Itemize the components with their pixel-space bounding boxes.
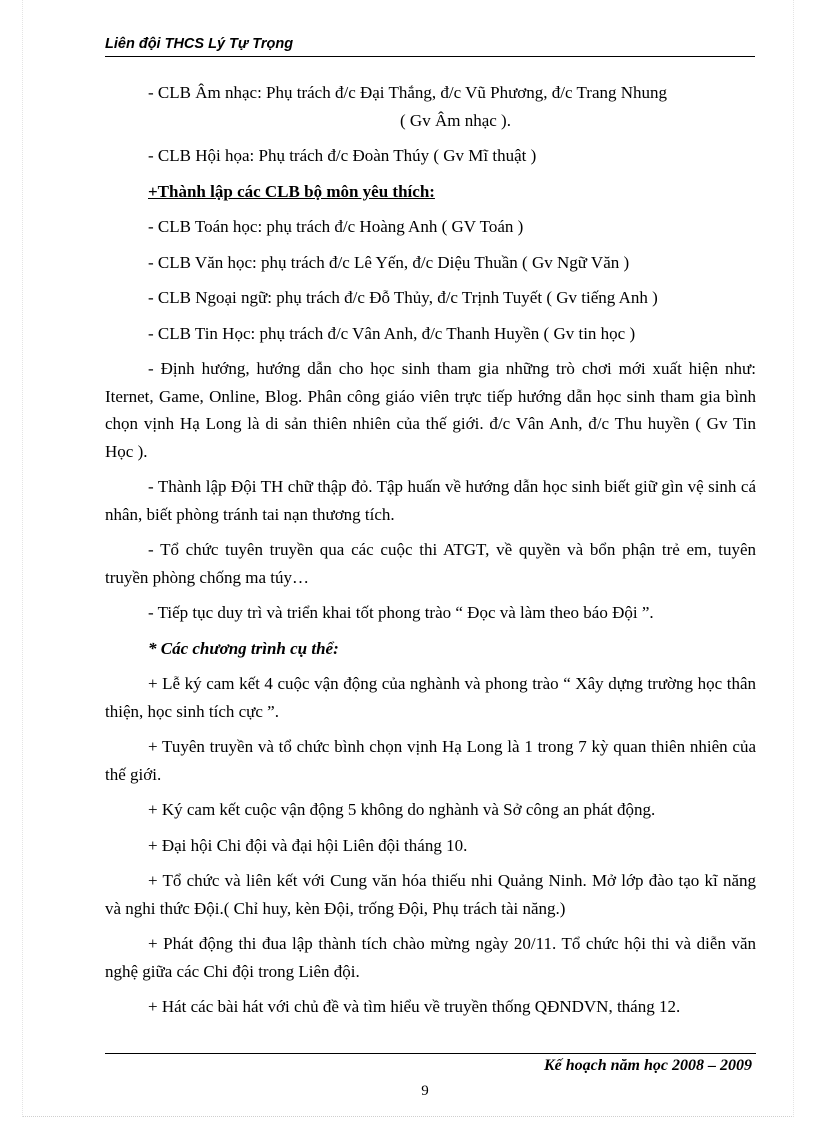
paragraph-clb-hoi-hoa: - CLB Hội họa: Phụ trách đ/c Đoàn Thúy ( Gv Mĩ thuật ) [148,146,537,165]
paragraph-dinh-huong: - Định hướng, hướng dẫn cho học sinh tham gia những trò chơi mới xuất hiện như: Iternet, Game, Online, Blog. Phân công giáo viên trực tiếp hướng dẫn học sinh tham gia bình chọn vịnh Hạ Long là di sản thiên nhiên của thế giới. đ/c Vân Anh, đ/c Thu huyền ( Gv Tin Học ). [105,359,756,461]
paragraph-thi-dua: + Phát động thi đua lập thành tích chào mừng ngày 20/11. Tổ chức hội thi và diễn văn nghệ giữa các Chi đội trong Liên đội. [105,934,756,981]
section-heading-clb-bo-mon: +Thành lập các CLB bộ môn yêu thích: [148,181,435,201]
page-number: 9 [421,1083,429,1099]
paragraph-clb-tin-hoc: - CLB Tin Học: phụ trách đ/c Vân Anh, đ/c Thanh Huyền ( Gv tin học ) [148,323,636,343]
paragraph-cam-ket-4: + Lễ ký cam kết 4 cuộc vận động của nghành và phong trào “ Xây dựng trường học thân thiện, học sinh tích cực ”. [105,674,756,721]
paragraph-qdndvn: + Hát các bài hát với chủ đề và tìm hiểu về truyền thống QĐNDVN, tháng 12. [148,997,681,1016]
paragraph-cam-ket-5: + Ký cam kết cuộc vận động 5 không do nghành và Sở công an phát động. [148,800,656,819]
paragraph-dai-hoi: + Đại hội Chi đội và đại hội Liên đội tháng 10. [148,835,468,855]
paragraph-clb-ngoai-ngu: - CLB Ngoại ngữ: phụ trách đ/c Đỗ Thủy, đ/c Trịnh Tuyết ( Gv tiếng Anh ) [148,288,658,307]
paragraph-clb-am-nhac: - CLB Âm nhạc: Phụ trách đ/c Đại Thắng, đ/c Vũ Phương, đ/c Trang Nhung [148,83,668,102]
footer-divider [105,1053,756,1054]
paragraph-clb-am-nhac-teacher: ( Gv Âm nhạc ). [400,110,511,130]
paragraph-clb-van: - CLB Văn học: phụ trách đ/c Lê Yến, đ/c Diệu Thuần ( Gv Ngữ Văn ) [148,252,630,272]
section-heading-chuong-trinh: * Các chương trình cụ thể: [148,638,339,658]
paragraph-tuyen-truyen: - Tổ chức tuyên truyền qua các cuộc thi ATGT, về quyền và bổn phận trẻ em, tuyên truyền phòng chống ma túy… [105,540,756,587]
document-body [105,79,756,1029]
footer-title: Kế hoạch năm học 2008 – 2009 [543,1057,752,1074]
paragraph-doc-bao-doi: - Tiếp tục duy trì và triển khai tốt phong trào “ Đọc và làm theo báo Đội ”. [148,603,654,622]
page-header: Liên đội THCS Lý Tự Trọng [105,36,755,57]
paragraph-chu-thap-do: - Thành lập Đội TH chữ thập đỏ. Tập huấn về hướng dẫn học sinh biết giữ gìn vệ sinh cá nhân, biết phòng tránh tai nạn thương tích. [105,477,756,524]
paragraph-ha-long: + Tuyên truyền và tổ chức bình chọn vịnh Hạ Long là 1 trong 7 kỳ quan thiên nhiên của thế giới. [105,737,756,784]
paragraph-clb-toan: - CLB Toán học: phụ trách đ/c Hoàng Anh ( GV Toán ) [148,217,524,236]
paragraph-cung-van-hoa: + Tổ chức và liên kết với Cung văn hóa thiếu nhi Quảng Ninh. Mở lớp đào tạo kĩ năng và nghi thức Đội.( Chỉ huy, kèn Đội, trống Đội, Phụ trách tài năng.) [105,871,756,918]
